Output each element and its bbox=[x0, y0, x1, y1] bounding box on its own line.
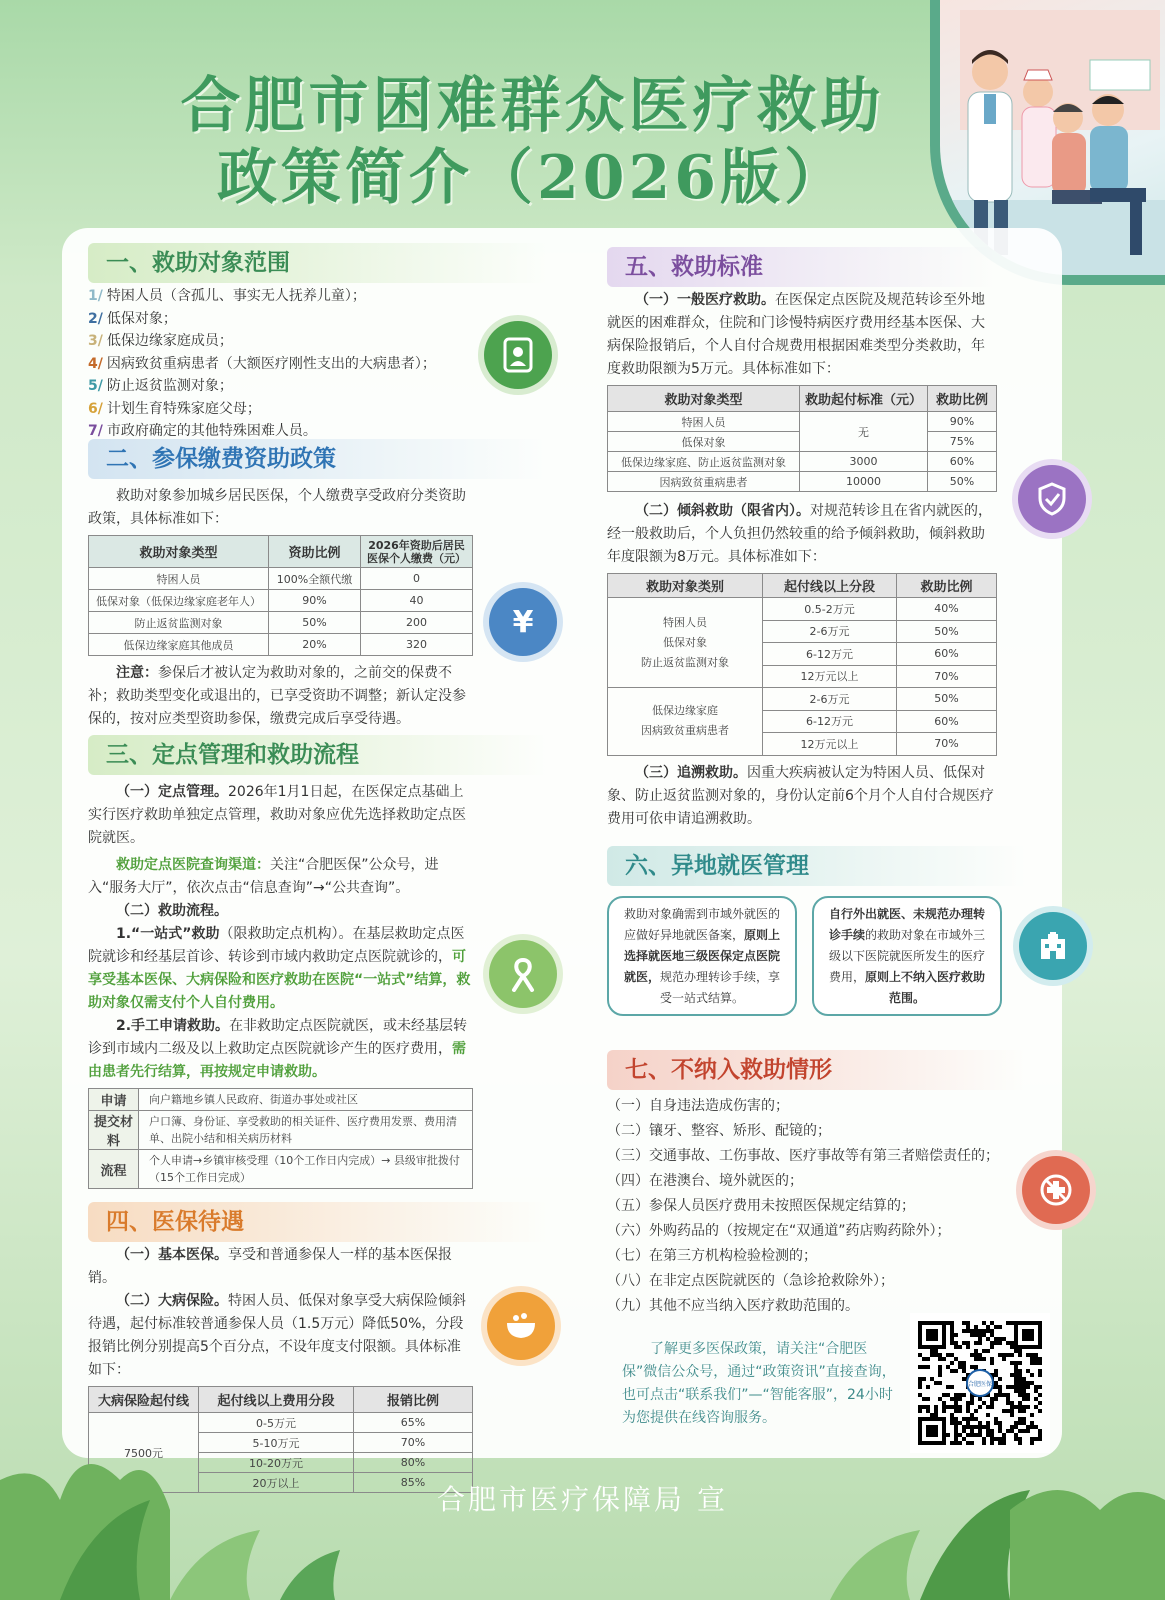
s1-item-number: 2/ bbox=[88, 310, 103, 327]
funding-cell: 320 bbox=[361, 634, 473, 656]
ta-group-name: 特困人员 bbox=[663, 615, 707, 629]
application-row bbox=[89, 1150, 473, 1189]
s7-list-item: （六）外购药品的（按规定在“双通道”药店购药除外）； bbox=[607, 1223, 951, 1239]
ta-group-name: 低保对象 bbox=[663, 635, 707, 649]
funding-row bbox=[89, 634, 473, 656]
funding-cell: 100%全额代缴 bbox=[269, 568, 361, 590]
s7-list-item: （九）其他不应当纳入医疗救助范围的。 bbox=[607, 1298, 859, 1314]
funding-cell: 低保边缘家庭其他成员 bbox=[89, 634, 269, 656]
s7-list-item: （一）自身违法造成伤害的； bbox=[607, 1098, 789, 1114]
s3-paragraph-2 bbox=[88, 854, 473, 900]
section-2-title: 二、参保缴费资助政策 bbox=[88, 439, 548, 479]
ga-row bbox=[608, 452, 997, 472]
ta-cell: 50% bbox=[897, 688, 997, 711]
ta-cell: 0.5-2万元 bbox=[763, 598, 897, 621]
footer-publisher: 合肥市医疗保障局 宣 bbox=[437, 1483, 728, 1516]
funding-row bbox=[89, 590, 473, 612]
ga-threshold: 10000 bbox=[800, 472, 928, 492]
s3-paragraph-3: （二）救助流程。 bbox=[116, 903, 228, 919]
s3-p1-label: （一）定点管理。 bbox=[116, 784, 228, 800]
ta-group-name: 因病致贫重病患者 bbox=[641, 724, 729, 738]
s1-item-number: 3/ bbox=[88, 333, 103, 349]
s1-list-item bbox=[88, 375, 548, 398]
s7-list-item: （七）在第三方机构检验检测的； bbox=[607, 1248, 817, 1264]
section-2 bbox=[88, 439, 473, 731]
ta-cell: 2-6万元 bbox=[763, 688, 897, 711]
funding-header-type: 救助对象类型 bbox=[89, 536, 269, 568]
ta-cell: 60% bbox=[897, 643, 997, 666]
ga-type: 因病致贫重病患者 bbox=[608, 472, 800, 492]
hospital-icon bbox=[1019, 912, 1087, 980]
application-table bbox=[88, 1088, 473, 1189]
ta-cell: 70% bbox=[897, 733, 997, 756]
s5-paragraph-1 bbox=[607, 289, 997, 381]
ta-group bbox=[608, 688, 763, 756]
s3-p4-highlight: 可享受基本医保、大病保险和医疗救助在医院“一站式”结算，救助对象仅需支付个人自付费用。 bbox=[88, 949, 471, 1011]
section-7 bbox=[607, 1050, 1007, 1319]
s4-p1-text: 享受和普通参保人一样的基本医保报销。 bbox=[88, 1247, 452, 1286]
ga-type: 低保边缘家庭、防止返贫监测对象 bbox=[608, 452, 800, 472]
funding-cell: 200 bbox=[361, 612, 473, 634]
box2-text-b: 的救助对象在市域外三级以下医院就医所发生的医疗费用， bbox=[828, 928, 986, 984]
s5-paragraph-2 bbox=[607, 500, 997, 569]
yen-icon: ¥ bbox=[489, 588, 557, 656]
no-medical-icon bbox=[1022, 1156, 1090, 1224]
ci-cell: 20万以上 bbox=[199, 1473, 354, 1493]
ta-row bbox=[608, 598, 997, 621]
ci-cell: 70% bbox=[354, 1433, 473, 1453]
s3-p5-highlight: 需由患者先行结算，再按规定申请救助。 bbox=[88, 1041, 466, 1080]
s1-item-number: 6/ bbox=[88, 400, 103, 417]
application-label: 流程 bbox=[89, 1150, 139, 1189]
ta-header-ratio: 救助比例 bbox=[897, 574, 997, 598]
ci-header-ratio: 报销比例 bbox=[354, 1387, 473, 1413]
s1-item-text: 市政府确定的其他特殊困难人员。 bbox=[106, 423, 317, 439]
s3-p1-text: 2026年1月1日起，在医保定点基础上实行医疗救助单独定点管理，救助对象应优先选择救助定点医院就医。 bbox=[88, 784, 466, 846]
s4-p2-label: （二）大病保险。 bbox=[116, 1293, 228, 1309]
ta-header-type: 救助对象类别 bbox=[608, 574, 763, 598]
s4-p2-text: 特困人员、低保对象享受大病保险倾斜待遇，起付标准较普通参保人员（1.5万元）降低50%，分段报销比例分别提高5个百分点，不设年度支付限额。具体标准如下： bbox=[88, 1293, 466, 1378]
section-3-title: 三、定点管理和救助流程 bbox=[88, 735, 548, 775]
title-line-1: 合肥市困难群众医疗救助 bbox=[180, 71, 885, 141]
s7-list-item: （二）镶牙、整容、矫形、配镜的； bbox=[607, 1123, 831, 1139]
funding-cell: 90% bbox=[269, 590, 361, 612]
s1-item-text: 防止返贫监测对象； bbox=[106, 378, 233, 394]
ci-header-segment: 起付线以上费用分段 bbox=[199, 1387, 354, 1413]
ta-cell: 70% bbox=[897, 665, 997, 688]
medicine-bowl-icon bbox=[487, 1292, 555, 1360]
s3-p5-text: 在非救助定点医院就医，或未经基层转诊到市域内二级及以上救助定点医院就诊产生的医疗费用， bbox=[88, 1018, 468, 1057]
ga-threshold-none: 无 bbox=[800, 412, 928, 452]
application-row bbox=[89, 1089, 473, 1111]
s1-list-item bbox=[88, 308, 548, 331]
s1-item-text: 低保对象； bbox=[106, 310, 177, 327]
s7-list-item: （四）在港澳台、境外就医的； bbox=[607, 1173, 803, 1189]
s1-item-number: 1/ bbox=[88, 288, 103, 304]
s1-list-item bbox=[88, 398, 548, 421]
ga-ratio: 50% bbox=[928, 472, 997, 492]
section-5 bbox=[607, 247, 997, 831]
funding-row bbox=[89, 568, 473, 590]
s3-paragraph-5 bbox=[88, 1015, 473, 1084]
application-row bbox=[89, 1111, 473, 1150]
ta-cell: 6-12万元 bbox=[763, 643, 897, 666]
funding-cell: 40 bbox=[361, 590, 473, 612]
s5-p3-text: 因重大疾病被认定为特困人员、低保对象、防止返贫监测对象的，身份认定前6个月个人自付合规医疗费用可依申请追溯救助。 bbox=[607, 764, 994, 827]
ga-ratio: 75% bbox=[928, 432, 997, 452]
application-label: 提交材料 bbox=[89, 1111, 139, 1150]
tilted-aid-table bbox=[607, 573, 997, 756]
funding-cell: 特困人员 bbox=[89, 568, 269, 590]
ta-cell: 40% bbox=[897, 598, 997, 621]
s1-list-item bbox=[88, 353, 548, 376]
s3-paragraph-1 bbox=[88, 781, 473, 850]
funding-cell: 低保对象（低保边缘家庭老年人） bbox=[89, 590, 269, 612]
ci-header-threshold: 大病保险起付线 bbox=[89, 1387, 199, 1413]
ci-cell: 0-5万元 bbox=[199, 1413, 354, 1433]
section-7-title: 七、不纳入救助情形 bbox=[607, 1050, 1027, 1090]
ta-group-name: 低保边缘家庭 bbox=[652, 704, 718, 718]
application-label: 申请 bbox=[89, 1089, 139, 1111]
s1-item-number: 4/ bbox=[88, 355, 103, 372]
application-text: 户口簿、身份证、享受救助的相关证件、医疗费用发票、费用清单、出院小结和相关病历材料 bbox=[139, 1111, 473, 1150]
s1-item-text: 计划生育特殊家庭父母； bbox=[106, 400, 261, 417]
note-label: 注意： bbox=[116, 665, 158, 681]
section-1-title: 一、救助对象范围 bbox=[88, 243, 548, 283]
s3-paragraph-4 bbox=[88, 923, 473, 1015]
funding-cell: 0 bbox=[361, 568, 473, 590]
ci-cell: 80% bbox=[354, 1453, 473, 1473]
s7-list-item: （三）交通事故、工伤事故、医疗事故等有第三者赔偿责任的； bbox=[607, 1148, 999, 1164]
ga-type: 特困人员 bbox=[608, 412, 800, 432]
ta-group-name: 防止返贫监测对象 bbox=[641, 655, 729, 669]
section-3 bbox=[88, 735, 473, 1189]
s4-p1-label: （一）基本医保。 bbox=[116, 1247, 228, 1263]
contact-text: 了解更多医保政策，请关注“合肥医保”微信公众号，通过“政策资讯”直接查询，也可点击“联系我们”—“智能客服”，24小时为您提供在线咨询服务。 bbox=[622, 1341, 896, 1426]
ta-cell: 50% bbox=[897, 620, 997, 643]
ci-cell: 85% bbox=[354, 1473, 473, 1493]
ga-ratio: 60% bbox=[928, 452, 997, 472]
section-2-note bbox=[88, 662, 473, 731]
section-6-title: 六、异地就医管理 bbox=[607, 846, 1027, 886]
funding-header-payment: 2026年资助后居民医保个人缴费（元） bbox=[361, 536, 473, 568]
ga-row bbox=[608, 412, 997, 432]
ga-threshold: 3000 bbox=[800, 452, 928, 472]
funding-cell: 防止返贫监测对象 bbox=[89, 612, 269, 634]
box2-text-bold-a: 自行外出就医、未规范办理转诊手续 bbox=[828, 907, 985, 942]
box2-text-bold-c: 原则上不纳入医疗救助范围。 bbox=[865, 970, 986, 1005]
ribbon-icon bbox=[489, 940, 557, 1008]
section-6 bbox=[607, 846, 1037, 886]
id-badge-icon bbox=[484, 321, 552, 389]
s1-item-text: 因病致贫重病患者（大额医疗刚性支出的大病患者）； bbox=[106, 355, 436, 372]
box1-text-a: 救助对象确需到市域外就医的应做好异地就医备案， bbox=[623, 907, 780, 942]
section-2-intro: 救助对象参加城乡居民医保，个人缴费享受政府分类资助政策，具体标准如下： bbox=[88, 488, 466, 527]
s3-p4-label: 1.“一站式”救助 bbox=[116, 926, 220, 942]
ta-row bbox=[608, 688, 997, 711]
s7-list-item: （五）参保人员医疗费用未按照医保规定结算的； bbox=[607, 1198, 915, 1214]
qr-center-logo: 合肥医保 bbox=[966, 1369, 994, 1397]
ga-header-ratio: 救助比例 bbox=[928, 386, 997, 412]
remote-medical-box-2 bbox=[812, 896, 1002, 1016]
ta-header-segment: 起付线以上分段 bbox=[763, 574, 897, 598]
s1-item-number: 5/ bbox=[88, 378, 103, 394]
s1-list-item bbox=[88, 330, 548, 353]
ta-cell: 12万元以上 bbox=[763, 733, 897, 756]
funding-header-ratio: 资助比例 bbox=[269, 536, 361, 568]
s5-p1-label: （一）一般医疗救助。 bbox=[635, 292, 775, 308]
s5-p2-text: 对规范转诊且在省内就医的，经一般救助后，个人负担仍然较重的给予倾斜救助，倾斜救助年度限额为8万元。具体标准如下： bbox=[607, 503, 992, 565]
ga-header-threshold: 救助起付标准（元） bbox=[800, 386, 928, 412]
funding-table bbox=[88, 535, 473, 656]
section-5-title: 五、救助标准 bbox=[607, 247, 997, 287]
ci-threshold: 7500元 bbox=[89, 1413, 199, 1493]
remote-medical-box-1 bbox=[607, 896, 797, 1016]
box1-text-bold: 原则上选择就医地三级医保定点医院就医， bbox=[623, 928, 781, 984]
s5-paragraph-3 bbox=[607, 762, 997, 831]
s1-item-number: 7/ bbox=[88, 423, 103, 439]
ta-cell: 12万元以上 bbox=[763, 665, 897, 688]
shield-check-icon bbox=[1018, 465, 1086, 533]
s1-item-text: 低保边缘家庭成员； bbox=[106, 333, 233, 349]
box1-text-c: 规范办理转诊手续，享受一站式结算。 bbox=[659, 970, 781, 1005]
ga-header-type: 救助对象类型 bbox=[608, 386, 800, 412]
s1-list-item bbox=[88, 285, 548, 308]
s5-p2-label: （二）倾斜救助（限省内）。 bbox=[635, 503, 810, 519]
ga-ratio: 90% bbox=[928, 412, 997, 432]
s4-paragraph-2 bbox=[88, 1290, 473, 1382]
ci-cell: 5-10万元 bbox=[199, 1433, 354, 1453]
title-line-2: 政策简介（2026版） bbox=[217, 143, 848, 213]
page-title bbox=[0, 70, 1065, 214]
ga-type: 低保对象 bbox=[608, 432, 800, 452]
section-7-list bbox=[607, 1094, 1007, 1319]
ci-cell: 65% bbox=[354, 1413, 473, 1433]
funding-cell: 20% bbox=[269, 634, 361, 656]
ta-cell: 2-6万元 bbox=[763, 620, 897, 643]
s1-item-text: 特困人员（含孤儿、事实无人抚养儿童）； bbox=[106, 288, 366, 304]
section-1-list bbox=[88, 285, 548, 443]
s7-list-item: （八）在非定点医院就医的（急诊抢救除外）； bbox=[607, 1273, 894, 1289]
s5-p3-label: （三）追溯救助。 bbox=[635, 764, 747, 781]
funding-row bbox=[89, 612, 473, 634]
funding-cell: 50% bbox=[269, 612, 361, 634]
left-column bbox=[88, 243, 548, 443]
ci-cell: 10-20万元 bbox=[199, 1453, 354, 1473]
s3-p4-text: （限救助定点机构）。在基层救助定点医院就诊和经基层首诊、转诊到市域内救助定点医院就诊的， bbox=[88, 926, 465, 965]
s5-p1-text: 在医保定点医院及规范转诊至外地就医的困难群众，住院和门诊慢特病医疗费用经基本医保、大病保险报销后，个人自付合规费用根据困难类型分类救助，年度救助限额为5万元。具体标准如下： bbox=[607, 292, 985, 377]
application-text: 向户籍地乡镇人民政府、街道办事处或社区 bbox=[139, 1089, 473, 1111]
ta-cell: 6-12万元 bbox=[763, 710, 897, 733]
s4-paragraph-1 bbox=[88, 1244, 473, 1290]
s3-p2-label: 救助定点医院查询渠道： bbox=[116, 857, 270, 873]
general-aid-table bbox=[607, 385, 997, 492]
note-text: 参保后才被认定为救助对象的，之前交的保费不补；救助类型变化或退出的，已享受资助不调整；新认定没参保的，按对应类型资助参保，缴费完成后享受待遇。 bbox=[88, 665, 466, 727]
application-text: 个人申请→乡镇审核受理（10个工作日内完成）→ 县级审批拨付（15个工作日完成） bbox=[139, 1150, 473, 1189]
s3-p5-label: 2.手工申请救助。 bbox=[116, 1018, 230, 1034]
ta-group bbox=[608, 598, 763, 688]
ta-cell: 60% bbox=[897, 710, 997, 733]
ga-row bbox=[608, 472, 997, 492]
section-4-title: 四、医保待遇 bbox=[88, 1202, 548, 1242]
s3-p2-text: 关注“合肥医保”公众号，进入“服务大厅”，依次点击“信息查询”→“公共查询”。 bbox=[88, 857, 439, 896]
